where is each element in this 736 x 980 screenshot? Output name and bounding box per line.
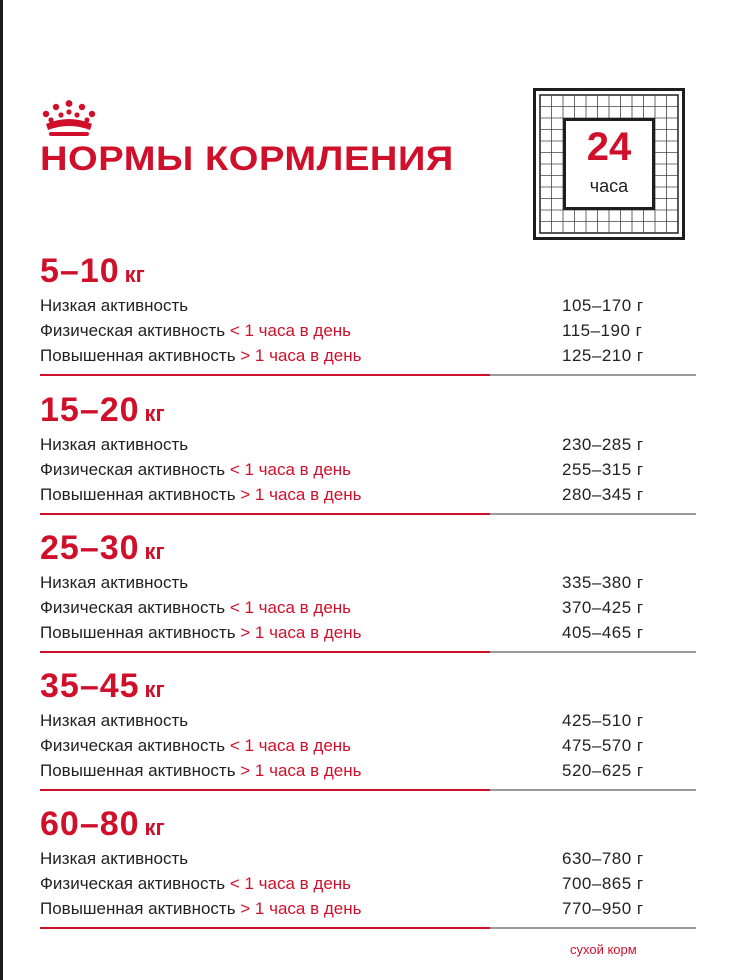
activity-label: Физическая активность < 1 часа в день (40, 598, 352, 617)
activity-label: Физическая активность < 1 часа в день (40, 874, 352, 893)
feeding-row-low (40, 847, 656, 871)
feeding-row-high (40, 759, 656, 783)
portion-value: 370–425 г (562, 598, 644, 617)
feeding-row-low (40, 433, 656, 457)
portion-value: 520–625 г (562, 761, 644, 780)
section-divider (40, 513, 696, 515)
page-title: НОРМЫ КОРМЛЕНИЯ (40, 140, 454, 178)
activity-label: Низкая активность (40, 296, 189, 315)
feeding-row-physical (40, 319, 656, 343)
weight-range (40, 391, 165, 431)
portion-value: 630–780 г (562, 849, 644, 868)
weight-range-value: 35–45 (40, 667, 140, 705)
activity-label: Физическая активность < 1 часа в день (40, 321, 352, 340)
badge-number: 24 (586, 125, 632, 169)
weight-range (40, 805, 165, 845)
section-divider (40, 374, 696, 376)
activity-label: Низкая активность (40, 435, 189, 454)
feeding-row-low (40, 571, 656, 595)
weight-range-value: 5–10 (40, 252, 120, 290)
portion-value: 255–315 г (562, 460, 644, 479)
activity-label: Физическая активность < 1 часа в день (40, 736, 352, 755)
feeding-row-high (40, 483, 656, 507)
weight-unit: кг (144, 677, 165, 702)
portion-value: 280–345 г (562, 485, 644, 504)
portion-value: 125–210 г (562, 346, 644, 365)
section-divider (40, 789, 696, 791)
weight-range-value: 15–20 (40, 391, 140, 429)
weight-range (40, 252, 145, 292)
feeding-row-high (40, 621, 656, 645)
feeding-row-high (40, 344, 656, 368)
badge-label: часа (589, 176, 629, 196)
activity-label: Повышенная активность > 1 часа в день (40, 623, 362, 642)
weight-range (40, 667, 165, 707)
portion-value: 405–465 г (562, 623, 644, 642)
weight-range (40, 529, 165, 569)
activity-label: Низкая активность (40, 711, 189, 730)
weight-unit: кг (144, 401, 165, 426)
feeding-row-high (40, 897, 656, 921)
portion-value: 475–570 г (562, 736, 644, 755)
portion-value: 770–950 г (562, 899, 644, 918)
activity-label: Низкая активность (40, 849, 189, 868)
activity-label: Повышенная активность > 1 часа в день (40, 346, 362, 365)
section-divider (40, 651, 696, 653)
portion-value: 700–865 г (562, 874, 644, 893)
section-divider (40, 927, 696, 929)
feeding-row-low (40, 294, 656, 318)
weight-unit: кг (144, 815, 165, 840)
weight-unit: кг (124, 262, 145, 287)
badge-24-hours (563, 118, 655, 210)
weight-unit: кг (144, 539, 165, 564)
activity-label: Повышенная активность > 1 часа в день (40, 485, 362, 504)
feeding-row-physical (40, 872, 656, 896)
activity-label: Повышенная активность > 1 часа в день (40, 761, 362, 780)
portion-value: 335–380 г (562, 573, 644, 592)
footnote: сухой корм (570, 942, 637, 957)
activity-label: Повышенная активность > 1 часа в день (40, 899, 362, 918)
activity-label: Физическая активность < 1 часа в день (40, 460, 352, 479)
crown-icon (40, 100, 98, 140)
weight-range-value: 60–80 (40, 805, 140, 843)
feeding-row-physical (40, 596, 656, 620)
portion-value: 230–285 г (562, 435, 644, 454)
weight-range-value: 25–30 (40, 529, 140, 567)
feeding-row-physical (40, 734, 656, 758)
portion-value: 115–190 г (562, 321, 643, 340)
portion-value: 425–510 г (562, 711, 644, 730)
feeding-row-low (40, 709, 656, 733)
feeding-row-physical (40, 458, 656, 482)
page-edge (0, 0, 3, 980)
activity-label: Низкая активность (40, 573, 189, 592)
portion-value: 105–170 г (562, 296, 644, 315)
